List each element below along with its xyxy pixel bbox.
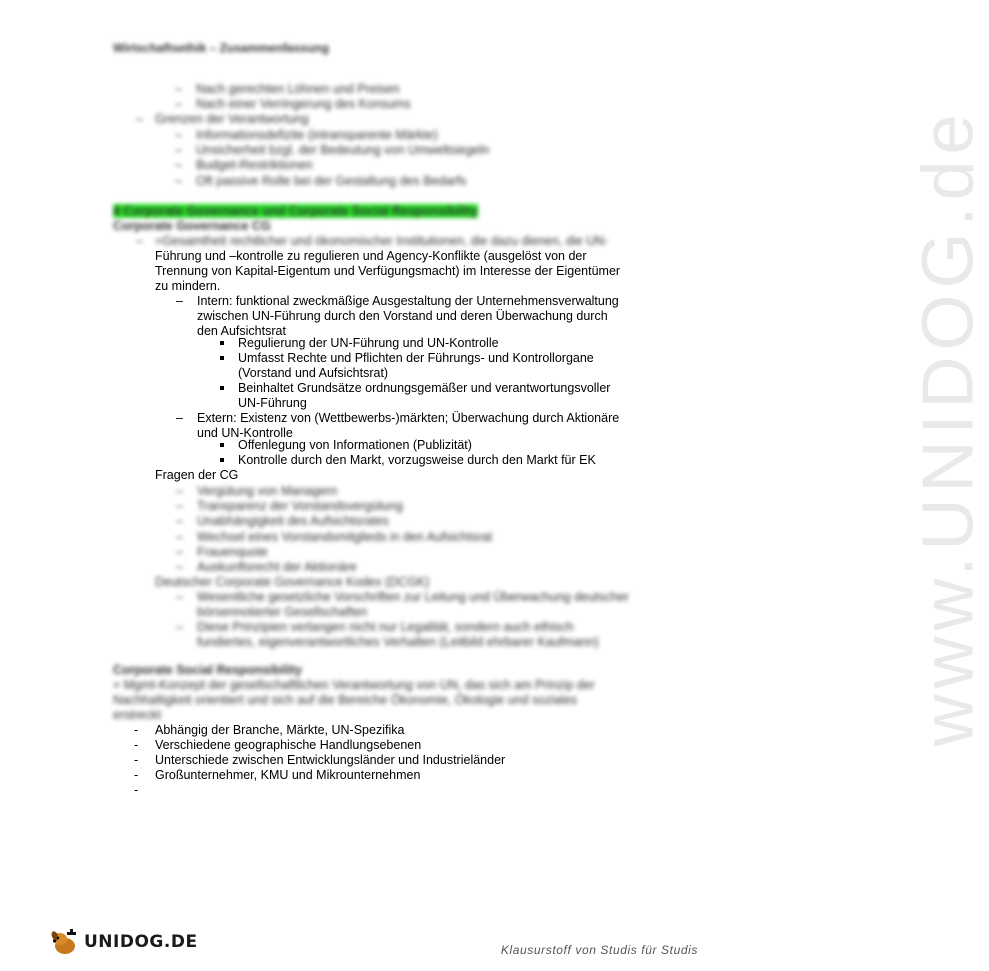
dash-marker: -: [134, 723, 139, 737]
list-item: Wesentliche gesetzliche Vorschriften zur Leitung und Überwachung deutscher: [197, 590, 629, 604]
dcgk-label: Deutscher Corporate Governance Kodex (DCGK): [155, 575, 430, 589]
list-item: Informationsdefizite (intransparente Märkte): [196, 128, 438, 142]
footer-brand: [50, 928, 198, 956]
page-header-title: Wirtschaftsethik – Zusammenfassung: [113, 41, 329, 55]
list-item: börsennotierter Gesellschaften: [197, 605, 368, 619]
list-item: Diese Prinzipien verlangen nicht nur Legalität, sondern auch ethisch: [197, 620, 574, 634]
dash-marker: –: [175, 128, 182, 142]
dash-marker: –: [176, 590, 183, 604]
intern-bullet: Umfasst Rechte und Pflichten der Führungs- und Kontrollorgane: [238, 351, 594, 365]
dash-marker: -: [134, 768, 139, 782]
csr-heading: Corporate Social Responsibility: [113, 663, 302, 677]
bullet-marker: [220, 386, 224, 390]
bullet-marker: [220, 443, 224, 447]
dash-marker: –: [175, 174, 182, 188]
list-item: Unsicherheit bzgl. der Bedeutung von Umweltsiegeln: [196, 143, 490, 157]
brand-name: UNIDOG.DE: [84, 931, 198, 952]
dash-marker: –: [176, 560, 183, 574]
csr-list-item: Abhängig der Branche, Märkte, UN-Spezifika: [155, 723, 405, 737]
csr-definition-line: = Mgmt-Konzept der gesellschaftlichen Verantwortung von UN, das sich am Prinzip der: [113, 678, 595, 692]
section-heading: [113, 204, 478, 219]
extern-bullet: Offenlegung von Informationen (Publizität): [238, 438, 472, 452]
dash-marker: –: [176, 294, 183, 308]
dash-marker: -: [134, 738, 139, 752]
watermark: www.UNIDOG.de: [908, 108, 989, 747]
dash-marker: –: [136, 112, 143, 126]
intern-bullet: Beinhaltet Grundsätze ordnungsgemäßer und verantwortungsvoller: [238, 381, 611, 395]
section-subheading: Corporate Governance CG: [113, 219, 271, 233]
definition-line: Führung und –kontrolle zu regulieren und Agency-Konflikte (ausgelöst von der: [155, 249, 587, 263]
csr-list-item: Verschiedene geographische Handlungsebenen: [155, 738, 422, 752]
list-item: Grenzen der Verantwortung: [155, 112, 309, 126]
dash-marker: –: [176, 530, 183, 544]
intern-line: den Aufsichtsrat: [197, 324, 286, 338]
csr-list-item: Großunternehmer, KMU und Mikrounternehmen: [155, 768, 421, 782]
extern-bullet: Kontrolle durch den Markt, vorzugsweise durch den Markt für EK: [238, 453, 596, 467]
intern-line: zwischen UN-Führung durch den Vorstand und deren Überwachung durch: [197, 309, 608, 323]
dash-marker: –: [175, 158, 182, 172]
csr-definition-line: Nachhaltigkeit orientiert und sich auf die Bereiche Ökonomie, Ökologie und soziales: [113, 693, 578, 707]
dash-marker: –: [176, 484, 183, 498]
bullet-marker: [220, 458, 224, 462]
dash-marker: –: [175, 143, 182, 157]
dash-marker: –: [176, 411, 183, 425]
section-heading-text: 4 Corporate Governance und Corporate Social Responsibility: [113, 204, 478, 218]
list-item: fundiertes, eigenverantwortliches Verhalten (Leitbild ehrbarer Kaufmann): [197, 635, 599, 649]
dash-marker: -: [134, 753, 139, 767]
list-item: Wechsel eines Vorstandsmitglieds in den Aufsichtsrat: [197, 530, 493, 544]
list-item: Nach einer Verringerung des Konsums: [196, 97, 411, 111]
dash-marker: –: [176, 545, 183, 559]
csr-definition-line: erstreckt: [113, 708, 161, 722]
list-item: Unabhängigkeit des Aufsichtsrates: [197, 514, 389, 528]
list-item: Transparenz der Vorstandsvergütung: [197, 499, 403, 513]
list-item: Budget-Restriktionen: [196, 158, 313, 172]
bullet-marker: [220, 356, 224, 360]
bullet-marker: [220, 341, 224, 345]
extern-line: und UN-Kontrolle: [197, 426, 293, 440]
dash-marker: –: [176, 499, 183, 513]
list-item: Frauenquote: [197, 545, 268, 559]
dash-marker: –: [176, 514, 183, 528]
dash-marker: –: [175, 97, 182, 111]
dash-marker: -: [134, 783, 139, 797]
intern-line: Intern: funktional zweckmäßige Ausgestaltung der Unternehmensverwaltung: [197, 294, 619, 308]
fragen-label: Fragen der CG: [155, 468, 239, 482]
dash-marker: –: [136, 234, 143, 248]
csr-list-item: Unterschiede zwischen Entwicklungsländer und Industrieländer: [155, 753, 506, 767]
footer-slogan: Klausurstoff von Studis für Studis: [500, 943, 698, 957]
definition-line: =Gesamtheit rechtlicher und ökonomischer Institutionen, die dazu dienen, die UN-: [155, 234, 609, 248]
extern-line: Extern: Existenz von (Wettbewerbs-)märkten; Überwachung durch Aktionäre: [197, 411, 620, 425]
list-item: Vergütung von Managern: [197, 484, 338, 498]
intern-bullet: (Vorstand und Aufsichtsrat): [238, 366, 389, 380]
definition-line: zu mindern.: [155, 279, 221, 293]
list-item: Auskunftsrecht der Aktionäre: [197, 560, 357, 574]
definition-line: Trennung von Kapital-Eigentum und Verfügungsmacht) im Interesse der Eigentümer: [155, 264, 621, 278]
dash-marker: –: [176, 620, 183, 634]
dog-logo-icon: [50, 928, 80, 956]
dash-marker: –: [175, 82, 182, 96]
list-item: Oft passive Rolle bei der Gestaltung des Bedarfs: [196, 174, 467, 188]
intern-bullet: Regulierung der UN-Führung und UN-Kontrolle: [238, 336, 499, 350]
intern-bullet: UN-Führung: [238, 396, 307, 410]
list-item: Nach gerechten Löhnen und Preisen: [196, 82, 400, 96]
